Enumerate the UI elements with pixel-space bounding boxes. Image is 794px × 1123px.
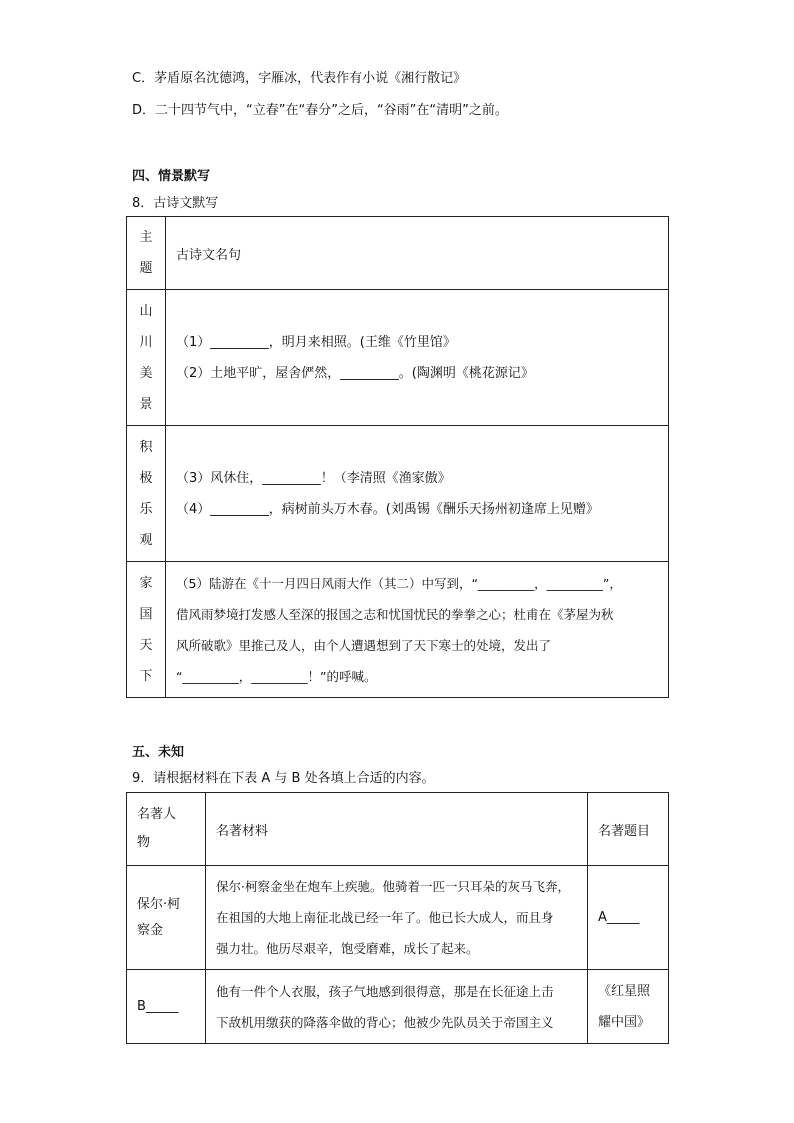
option-d: D．二十四节气中，“立春”在“春分”之后，“谷雨”在“清明”之前。 xyxy=(132,103,508,118)
question-8-title: 8．古诗文默写 xyxy=(132,196,219,211)
theme-header-char: 题 xyxy=(139,261,153,276)
poem-line: 借风雨梦境打发感人至深的报国之志和忧国忧民的拳拳之心；杜甫在《茅屋为秋 xyxy=(176,606,614,622)
poem-line: （4）_________，病树前头万木春。(刘禹锡《酬乐天扬州初逢席上见赠》 xyxy=(176,501,599,517)
material-cell xyxy=(206,970,588,1044)
theme-char: 国 xyxy=(139,606,153,622)
table-row xyxy=(127,290,669,426)
theme-char: 天 xyxy=(139,637,153,653)
content-cell xyxy=(166,426,669,562)
content-header-label: 古诗文名句 xyxy=(176,247,242,263)
person-blank-b: B_____ xyxy=(137,999,179,1014)
material-line: 下敌机用缴获的降落伞做的背心；他被少先队员关于帝国主义 xyxy=(216,1014,554,1030)
table-row xyxy=(127,562,669,698)
title-blank-a: A_____ xyxy=(598,910,640,925)
theme-char: 景 xyxy=(139,396,153,412)
poem-line: （1）_________，明月来相照。(王维《竹里馆》 xyxy=(176,334,456,350)
person-cell xyxy=(127,970,206,1044)
classics-table xyxy=(126,792,669,1044)
section-5-heading: 五、未知 xyxy=(132,745,185,760)
poetry-table xyxy=(126,216,669,698)
content-cell xyxy=(166,562,669,698)
title-header-label: 名著题目 xyxy=(598,823,651,839)
table-row xyxy=(127,970,669,1044)
theme-char: 观 xyxy=(139,532,153,548)
person-line: 保尔·柯 xyxy=(137,896,181,912)
theme-char: 极 xyxy=(139,470,153,486)
title-line: 耀中国》 xyxy=(598,1014,651,1030)
poem-line: （5）陆游在《十一月四日风雨大作（其二）中写到，“_________，_________”， xyxy=(176,575,622,591)
table-header-row xyxy=(127,793,669,866)
poem-line: “_________，_________！”的呼喊。 xyxy=(176,668,377,684)
title-cell xyxy=(588,866,669,970)
material-line: 他有一件个人衣服，孩子气地感到很得意，那是在长征途上击 xyxy=(216,983,554,999)
section-4-heading: 四、情景默写 xyxy=(132,169,211,184)
content-cell xyxy=(166,290,669,426)
title-header-cell xyxy=(588,793,669,866)
person-header-cell xyxy=(127,793,206,866)
material-line: 在祖国的大地上南征北战已经一年了。他已长大成人，而且身 xyxy=(216,910,554,925)
table-row xyxy=(127,866,669,970)
theme-char: 乐 xyxy=(139,501,153,517)
theme-char: 家 xyxy=(139,575,153,591)
person-cell xyxy=(127,866,206,970)
question-9-title: 9．请根据材料在下表 A 与 B 处各填上合适的内容。 xyxy=(132,771,435,786)
poem-line: （3）风休住，_________！（李清照《渔家傲》 xyxy=(176,470,451,486)
title-line: 《红星照 xyxy=(598,983,651,999)
material-header-cell xyxy=(206,793,588,866)
material-line: 强力壮。他历尽艰辛，饱受磨难，成长了起来。 xyxy=(216,941,479,956)
theme-cell xyxy=(127,290,166,426)
table-row xyxy=(127,426,669,562)
person-header-line: 物 xyxy=(137,835,151,850)
theme-header-cell xyxy=(127,217,166,290)
material-header-label: 名著材料 xyxy=(216,823,269,839)
theme-char: 山 xyxy=(139,303,153,319)
title-cell xyxy=(588,970,669,1044)
theme-header-char: 主 xyxy=(139,230,153,245)
material-line: 保尔·柯察金坐在炮车上疾驰。他骑着一匹一只耳朵的灰马飞奔， xyxy=(216,879,570,894)
theme-cell xyxy=(127,562,166,698)
person-line: 察金 xyxy=(137,922,164,938)
material-cell xyxy=(206,866,588,970)
poem-line: 风所破歌》里推己及人，由个人遭遇想到了天下寒士的处境，发出了 xyxy=(176,637,552,653)
theme-char: 下 xyxy=(139,668,153,684)
content-header-cell xyxy=(166,217,669,290)
option-c: C．茅盾原名沈德鸿，字雁冰，代表作有小说《湘行散记》 xyxy=(132,71,467,86)
theme-char: 积 xyxy=(139,439,153,455)
theme-char: 川 xyxy=(139,334,153,350)
table-header-row xyxy=(127,217,669,290)
theme-char: 美 xyxy=(139,365,153,381)
theme-cell xyxy=(127,426,166,562)
poem-line: （2）土地平旷，屋舍俨然，_________。(陶渊明《桃花源记》 xyxy=(176,365,534,381)
person-header-line: 名著人 xyxy=(137,807,177,822)
